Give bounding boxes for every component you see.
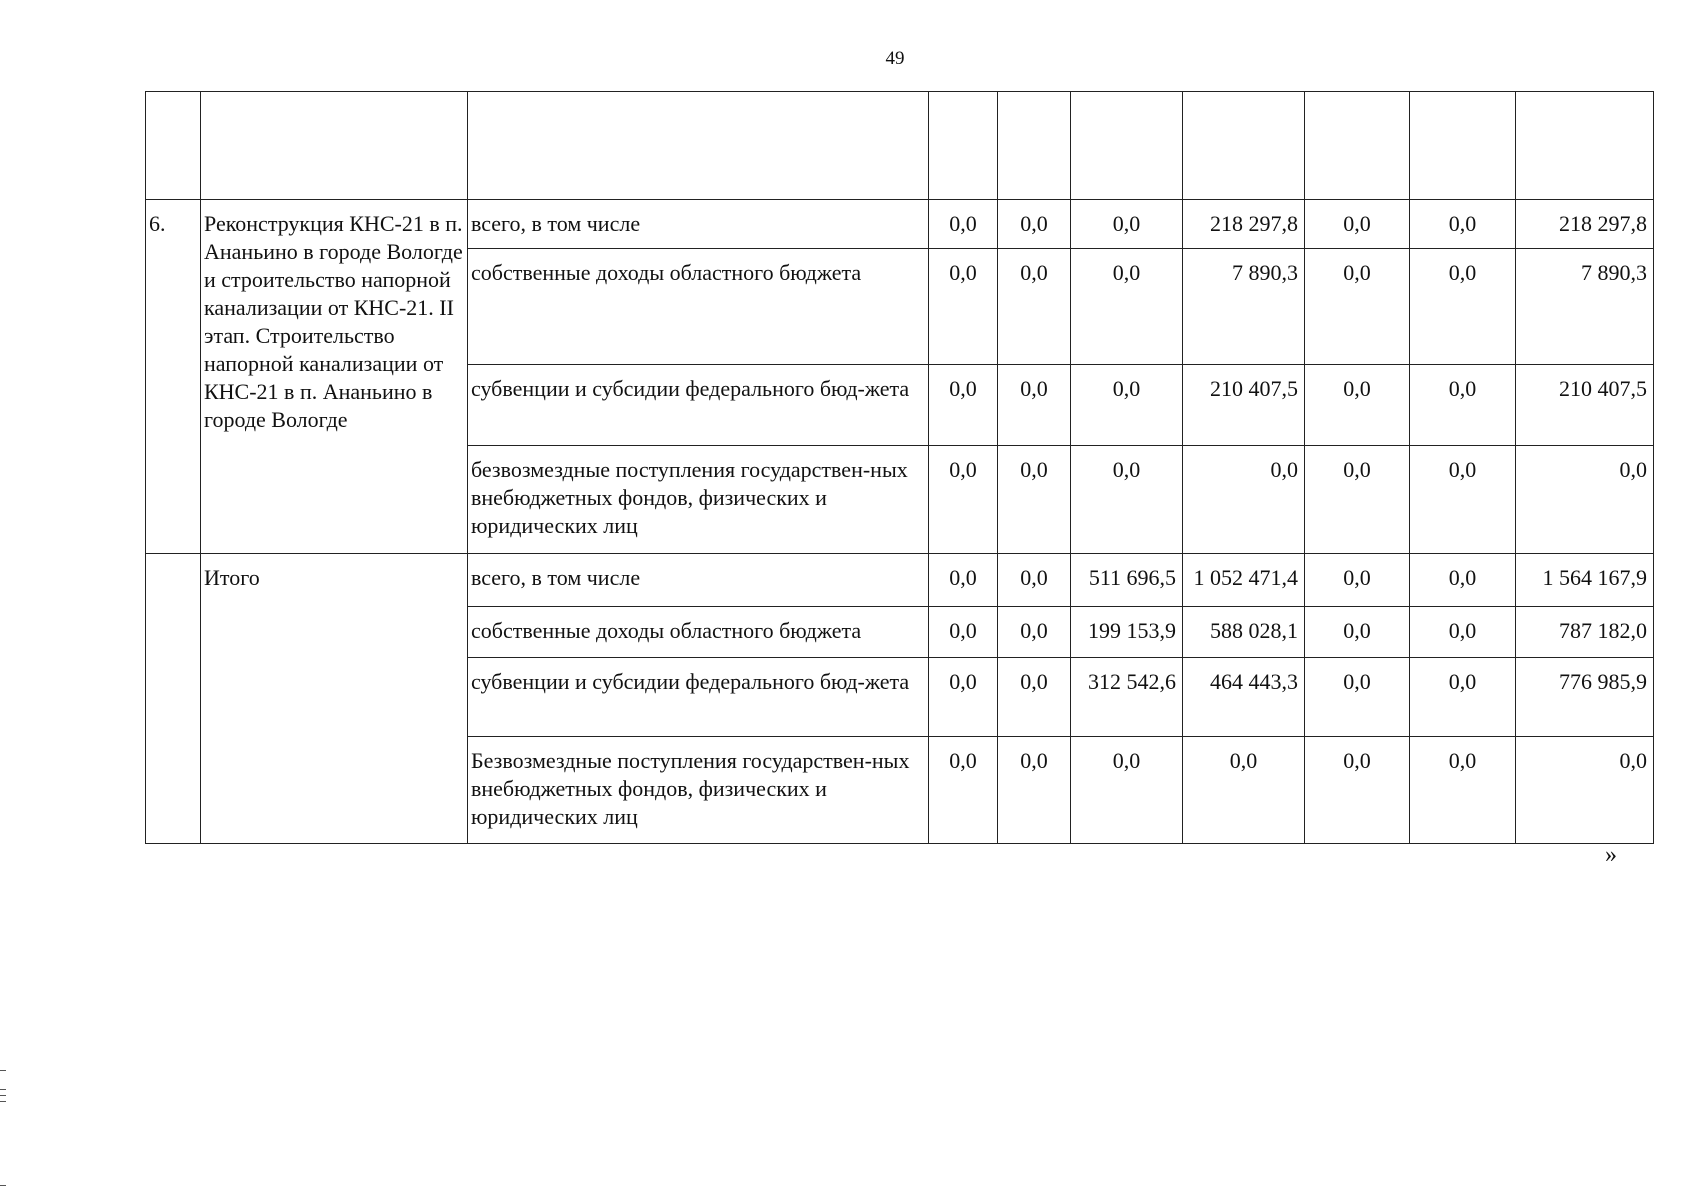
value-cell: 0,0 — [1183, 446, 1305, 554]
section-index: 6. — [146, 200, 201, 554]
value-cell: 312 542,6 — [1071, 658, 1183, 737]
header-cell — [201, 92, 468, 200]
value-cell: 0,0 — [1071, 365, 1183, 446]
row-label: субвенции и субсидии федерального бюд-жета — [468, 658, 929, 737]
header-cell — [1516, 92, 1654, 200]
value-cell: 0,0 — [1305, 658, 1410, 737]
value-cell: 0,0 — [929, 249, 998, 365]
header-cell — [1183, 92, 1305, 200]
value-cell: 0,0 — [1183, 737, 1305, 844]
row-label: собственные доходы областного бюджета — [468, 607, 929, 658]
value-cell: 0,0 — [929, 554, 998, 607]
value-cell: 0,0 — [998, 200, 1071, 249]
value-cell: 0,0 — [1305, 446, 1410, 554]
row-label: всего, в том числе — [468, 554, 929, 607]
value-cell: 0,0 — [1410, 200, 1516, 249]
scan-margin-mark — [0, 1070, 6, 1071]
value-cell: 0,0 — [1305, 200, 1410, 249]
value-cell: 0,0 — [1516, 737, 1654, 844]
budget-table — [145, 91, 1654, 844]
row-label: субвенции и субсидии федерального бюд-жета — [468, 365, 929, 446]
value-cell: 0,0 — [998, 658, 1071, 737]
value-cell: 0,0 — [1071, 249, 1183, 365]
table-row — [146, 554, 1654, 607]
closing-quote-mark: » — [1605, 842, 1617, 868]
value-cell: 7 890,3 — [1516, 249, 1654, 365]
value-cell: 218 297,8 — [1516, 200, 1654, 249]
row-label: безвозмездные поступления государствен-ных внебюджетных фондов, физических и юридических лиц — [468, 446, 929, 554]
value-cell: 218 297,8 — [1183, 200, 1305, 249]
value-cell: 0,0 — [1071, 737, 1183, 844]
row-label: всего, в том числе — [468, 200, 929, 249]
value-cell: 464 443,3 — [1183, 658, 1305, 737]
value-cell: 0,0 — [1410, 658, 1516, 737]
value-cell: 0,0 — [998, 554, 1071, 607]
value-cell: 0,0 — [1305, 607, 1410, 658]
value-cell: 0,0 — [1305, 365, 1410, 446]
value-cell: 0,0 — [1410, 607, 1516, 658]
value-cell: 0,0 — [998, 737, 1071, 844]
header-cell — [468, 92, 929, 200]
value-cell: 210 407,5 — [1183, 365, 1305, 446]
value-cell: 776 985,9 — [1516, 658, 1654, 737]
header-cell — [1410, 92, 1516, 200]
table-row — [146, 200, 1654, 249]
value-cell: 0,0 — [1071, 200, 1183, 249]
value-cell: 0,0 — [998, 365, 1071, 446]
row-label: собственные доходы областного бюджета — [468, 249, 929, 365]
scan-margin-mark — [0, 1185, 6, 1186]
value-cell: 0,0 — [1410, 737, 1516, 844]
value-cell: 0,0 — [998, 607, 1071, 658]
value-cell: 511 696,5 — [1071, 554, 1183, 607]
section-name: Реконструкция КНС-21 в п. Ананьино в городе Вологде и строительство напорной канализации от КНС-21. II этап. Строительство напорной канализации от КНС-21 в п. Ананьино в городе Вологде — [201, 200, 468, 554]
value-cell: 787 182,0 — [1516, 607, 1654, 658]
header-cell — [1071, 92, 1183, 200]
value-cell: 588 028,1 — [1183, 607, 1305, 658]
value-cell: 0,0 — [1410, 249, 1516, 365]
header-cell — [1305, 92, 1410, 200]
value-cell: 7 890,3 — [1183, 249, 1305, 365]
scan-margin-mark — [0, 1101, 6, 1102]
row-label: Безвозмездные поступления государствен-ных внебюджетных фондов, физических и юридических лиц — [468, 737, 929, 844]
total-index — [146, 554, 201, 844]
page-number: 49 — [885, 48, 905, 69]
value-cell: 0,0 — [998, 249, 1071, 365]
scan-margin-mark — [0, 1095, 6, 1096]
total-name: Итого — [201, 554, 468, 844]
value-cell: 1 564 167,9 — [1516, 554, 1654, 607]
value-cell: 0,0 — [929, 200, 998, 249]
value-cell: 1 052 471,4 — [1183, 554, 1305, 607]
value-cell: 0,0 — [998, 446, 1071, 554]
value-cell: 0,0 — [1516, 446, 1654, 554]
value-cell: 0,0 — [1410, 446, 1516, 554]
header-cell — [929, 92, 998, 200]
value-cell: 210 407,5 — [1516, 365, 1654, 446]
value-cell: 0,0 — [1410, 554, 1516, 607]
value-cell: 0,0 — [1410, 365, 1516, 446]
value-cell: 0,0 — [1305, 249, 1410, 365]
value-cell: 0,0 — [1071, 446, 1183, 554]
value-cell: 199 153,9 — [1071, 607, 1183, 658]
value-cell: 0,0 — [929, 446, 998, 554]
scan-margin-mark — [0, 1089, 6, 1090]
value-cell: 0,0 — [929, 737, 998, 844]
value-cell: 0,0 — [929, 658, 998, 737]
value-cell: 0,0 — [929, 365, 998, 446]
value-cell: 0,0 — [1305, 737, 1410, 844]
table-header-row — [146, 92, 1654, 200]
value-cell: 0,0 — [1305, 554, 1410, 607]
header-cell — [146, 92, 201, 200]
value-cell: 0,0 — [929, 607, 998, 658]
header-cell — [998, 92, 1071, 200]
